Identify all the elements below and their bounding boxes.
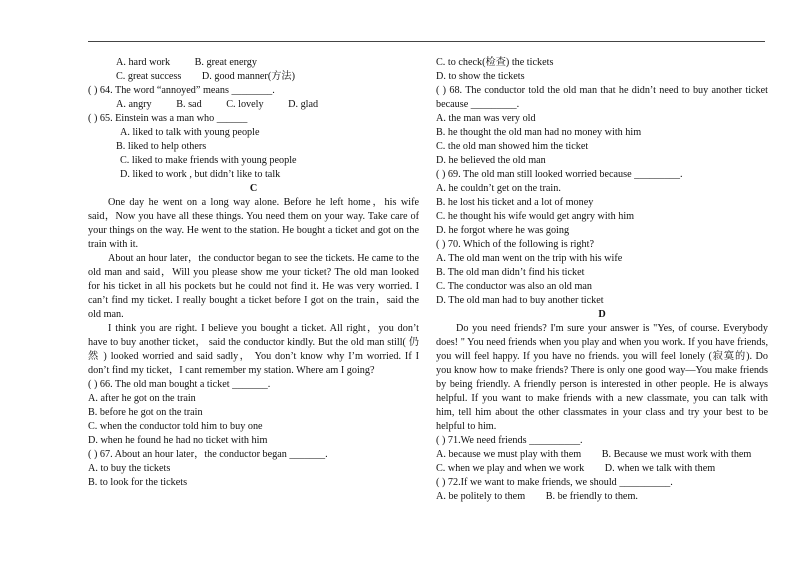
- q72-option-b: B. be friendly to them.: [545, 491, 638, 502]
- q65-stem: ( ) 65. Einstein was a man who ______: [88, 113, 248, 124]
- right-column: [436, 56, 768, 504]
- q71-option-c: C. when we play and when we work: [436, 463, 585, 474]
- q63-option-d: D. good manner(方法): [201, 71, 295, 82]
- q66-option-c: C. when the conductor told him to buy one: [88, 421, 263, 432]
- q64-option-b: B. sad: [176, 99, 202, 110]
- q64-option-a: A. angry: [116, 99, 152, 110]
- q67-option-c: C. to check(检查) the tickets: [436, 57, 554, 68]
- q69-option-c: C. he thought his wife would get angry with him: [436, 211, 635, 222]
- q63-option-c: C. great success: [116, 71, 182, 82]
- q70-option-d: D. The old man had to buy another ticket: [436, 295, 604, 306]
- q72-stem: ( ) 72.If we want to make friends, we should __________.: [436, 477, 673, 488]
- passage-c-paragraph-3: I think you are right. I believe you bought a ticket. All right，you don’t have to buy another ticket， said the conductor kindly. But the old man still( 仍 然 ) looked worried and said sadly， You don’t know why I’m worried. If I don’t find my ticket，I cant remember my station. Where am I going?: [88, 323, 419, 376]
- q69-option-b: B. he lost his ticket and a lot of money: [436, 197, 594, 208]
- passage-c-paragraph-2: About an hour later，the conductor began to see the tickets. He came to the old man and said，Will you please show me your ticket? The old man looked for his ticket in all his pockets but he could not find it. He was very worried. I can’t find my ticket. I really bought a ticket before I got on the train，said the old man.: [88, 253, 419, 320]
- q70-stem: ( ) 70. Which of the following is right?: [436, 239, 594, 250]
- q64-option-d: D. glad: [288, 99, 319, 110]
- q71-stem: ( ) 71.We need friends __________.: [436, 435, 583, 446]
- q68-option-a: A. the man was very old: [436, 113, 536, 124]
- q64-option-c: C. lovely: [226, 99, 264, 110]
- q71-options-row2: [436, 462, 768, 476]
- passage-c-paragraph-1: One day he went on a long way alone. Before he left home，his wife said，Now you have all these things. You need them on your way. Take care of your things on the way. He went to the station. He bought a ticket and got on the train with it.: [88, 197, 419, 250]
- q71-options-row1: [436, 448, 768, 462]
- q67-option-d: D. to show the tickets: [436, 71, 525, 82]
- q68-option-b: B. he thought the old man had no money with him: [436, 127, 642, 138]
- q68-stem-text: ( ) 68. The conductor told the old man that he didn’t need to buy another ticket because _________.: [436, 85, 768, 110]
- q70-option-c: C. The conductor was also an old man: [436, 281, 592, 292]
- q72-option-a: A. be politely to them: [436, 491, 526, 502]
- q63-options-row2: [88, 70, 419, 84]
- q68-option-d: D. he believed the old man: [436, 155, 546, 166]
- q63-option-a: A. hard work: [116, 57, 171, 68]
- q66-option-a: A. after he got on the train: [88, 393, 196, 404]
- q70-option-b: B. The old man didn’t find his ticket: [436, 267, 585, 278]
- q68-stem: [436, 84, 768, 112]
- q65-option-b: B. liked to help others: [116, 141, 207, 152]
- passage-d: [436, 322, 768, 434]
- q68-option-c: C. the old man showed him the ticket: [436, 141, 589, 152]
- q69-option-d: D. he forgot where he was going: [436, 225, 570, 236]
- q66-option-b: B. before he got on the train: [88, 407, 203, 418]
- left-column: [88, 56, 419, 490]
- q66-stem: ( ) 66. The old man bought a ticket _______.: [88, 379, 271, 390]
- q63-options-row1: [88, 56, 419, 70]
- section-d-heading: D: [598, 309, 606, 320]
- passage-c: [88, 196, 419, 378]
- q69-option-a: A. he couldn’t get on the train.: [436, 183, 561, 194]
- header-rule: [88, 41, 765, 42]
- q64-options: [88, 98, 419, 112]
- q65-option-d: D. liked to work , but didn’t like to talk: [120, 169, 281, 180]
- q64-stem: ( ) 64. The word “annoyed” means ________.: [88, 85, 275, 96]
- q67-option-b: B. to look for the tickets: [88, 477, 188, 488]
- q69-stem: ( ) 69. The old man still looked worried because _________.: [436, 169, 683, 180]
- q67-option-a: A. to buy the tickets: [88, 463, 171, 474]
- q67-stem: ( ) 67. About an hour later，the conductor began _______.: [88, 449, 328, 460]
- q70-option-a: A. The old man went on the trip with his wife: [436, 253, 623, 264]
- q71-option-a: A. because we must play with them: [436, 449, 582, 460]
- q63-option-b: B. great energy: [194, 57, 257, 68]
- q65-option-c: C. liked to make friends with young people: [120, 155, 297, 166]
- passage-d-paragraph: Do you need friends? I'm sure your answer is "Yes, of course. Everybody does! " You need friends when you play and when you work. If you have friends, you will feel happy. If you have no friends. you will feel lonely (寂寞的). Do you know how to make friends? There is only one good way—You make friends by being friendly. A friendly person is interested in other people. He is always helpful. If you want to make friends with a new classmate, you can talk with him, tell him about the other classmates in your class and try your best to be helpful to him.: [436, 323, 768, 432]
- q71-option-b: B. Because we must work with them: [601, 449, 752, 460]
- q65-option-a: A. liked to talk with young people: [120, 127, 260, 138]
- q71-option-d: D. when we talk with them: [604, 463, 716, 474]
- section-c-heading: C: [249, 183, 258, 194]
- q66-option-d: D. when he found he had no ticket with him: [88, 435, 268, 446]
- q72-options: [436, 490, 768, 504]
